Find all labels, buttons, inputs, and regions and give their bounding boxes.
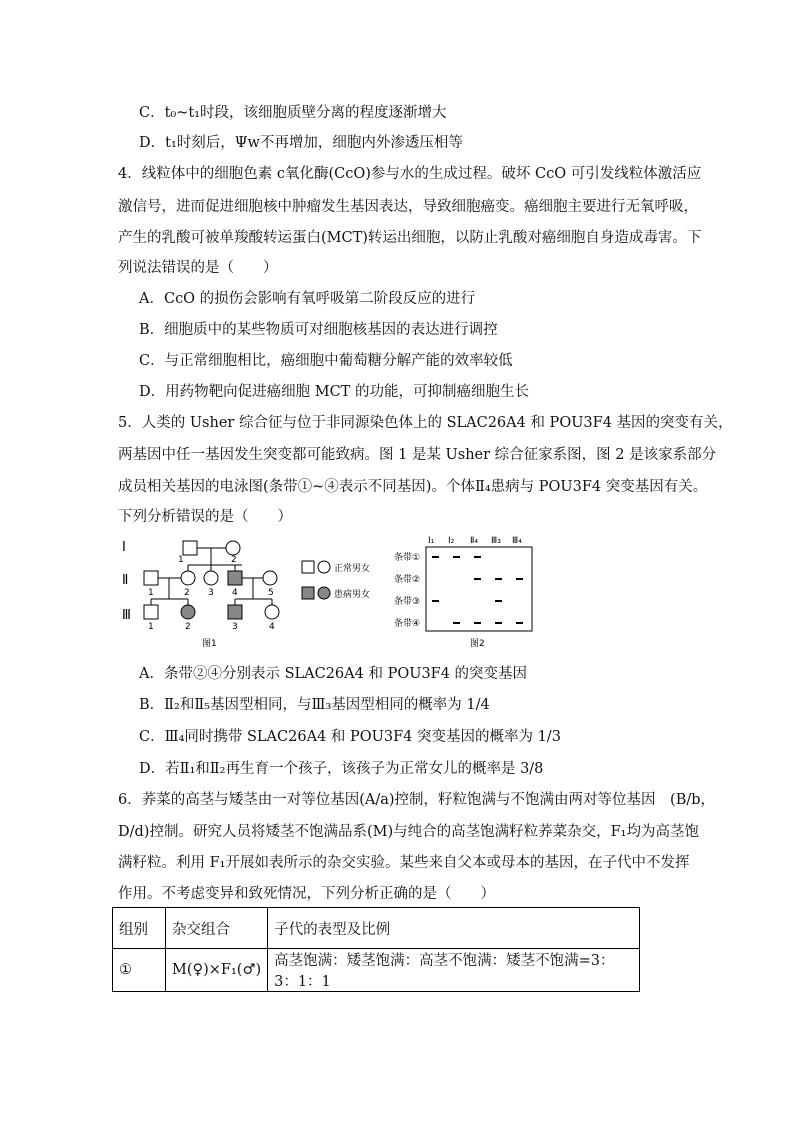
svg-text:1: 1: [148, 622, 154, 632]
svg-text:Ⅲ₃: Ⅲ₃: [491, 536, 501, 546]
svg-text:条带④: 条带④: [394, 619, 421, 629]
pedigree-i1-male: [183, 541, 197, 555]
q5-figure: [118, 533, 538, 658]
q5-stem-line-1: 5．人类的 Usher 综合征与位于非同源染色体上的 SLAC26A4 和 POU3F4 基因的突变有关，: [118, 415, 733, 431]
legend-affected-male: [302, 587, 314, 599]
q6-stem-line-1: 6．荞菜的高茎与矮茎由一对等位基因(A/a)控制，籽粒饱满与不饱满由两对等位基因 (B/b，: [118, 792, 716, 808]
pedigree-iii2-female-affected: [181, 605, 195, 619]
q5-stem-line-2: 两基因中任一基因发生突变都可能致病。图 1 是某 Usher 综合征家系图，图 2 是该家系部分: [118, 447, 717, 463]
svg-text:Ⅱ₄: Ⅱ₄: [470, 536, 479, 546]
svg-text:3: 3: [208, 588, 214, 598]
q4-option-d: D．用药物靶向促进癌细胞 MCT 的功能，可抑制癌细胞生长: [139, 384, 529, 400]
q4-stem-line-4: 列说法错误的是（ ）: [118, 260, 278, 276]
svg-text:2: 2: [184, 588, 190, 598]
q6-stem-line-2: D/d)控制。研究人员将矮茎不饱满品系(M)与纯合的高茎饱满籽粒荞菜杂交，F₁均为高茎饱: [118, 824, 699, 840]
svg-text:Ⅰ₂: Ⅰ₂: [448, 536, 455, 546]
svg-text:3: 3: [232, 622, 238, 632]
pedigree-iii3-male-affected: [228, 605, 242, 619]
svg-text:Ⅰ₁: Ⅰ₁: [428, 536, 435, 546]
fig2-label: 图2: [470, 639, 485, 649]
legend-normal-female: [318, 561, 330, 573]
pedigree-iii1-male: [144, 605, 158, 619]
svg-text:2: 2: [231, 555, 237, 565]
table-header-cell: 杂交组合: [166, 908, 268, 949]
q6-cross-table: [112, 907, 640, 992]
gel-frame: [426, 547, 532, 631]
svg-text:条带②: 条带②: [394, 575, 421, 585]
q5-stem-line-3: 成员相关基因的电泳图(条带①~④表示不同基因)。个体Ⅱ₄患病与 POU3F4 突变基因有关。: [118, 479, 708, 495]
table-header-row: [113, 908, 640, 949]
pedigree-i2-female: [226, 541, 240, 555]
gen-label-3: Ⅲ: [122, 608, 131, 623]
q6-stem-line-4: 作用。不考虑变异和致死情况，下列分析正确的是（ ）: [118, 886, 495, 902]
legend-affected-label: 患病男女: [334, 590, 371, 600]
table-cell: ①: [113, 949, 166, 992]
q3-option-c: C．t₀~t₁时段，该细胞质壁分离的程度逐渐增大: [139, 105, 447, 121]
q5-option-c: C．Ⅲ₄同时携带 SLAC26A4 和 POU3F4 突变基因的概率为 1/3: [139, 729, 561, 745]
svg-text:4: 4: [232, 588, 238, 598]
q4-option-c: C．与正常细胞相比，癌细胞中葡萄糖分解产能的效率较低: [139, 353, 513, 369]
pedigree-ii2-female: [181, 571, 195, 585]
pedigree-ii3-female: [204, 571, 218, 585]
q6-stem-line-3: 满籽粒。利用 F₁开展如表所示的杂交实验。某些来自父本或母本的基因，在子代中不发挥: [118, 855, 690, 871]
table-cell: 高茎饱满：矮茎饱满：高茎不饱满：矮茎不饱满=3：3：1：1: [268, 949, 640, 992]
svg-text:4: 4: [269, 622, 275, 632]
legend-normal-male: [302, 561, 314, 573]
table-header-cell: 子代的表型及比例: [268, 908, 640, 949]
legend-affected-female: [318, 587, 330, 599]
svg-text:1: 1: [178, 555, 184, 565]
svg-text:2: 2: [185, 622, 191, 632]
q4-stem-line-1: 4．线粒体中的细胞色素 c氧化酶(CcO)参与水的生成过程。破坏 CcO 可引发线粒体激活应: [118, 166, 702, 182]
svg-text:条带③: 条带③: [394, 597, 421, 607]
fig1-label: 图1: [202, 639, 217, 649]
q5-option-a: A．条带②④分别表示 SLAC26A4 和 POU3F4 的突变基因: [139, 666, 528, 682]
q4-option-b: B．细胞质中的某些物质可对细胞核基因的表达进行调控: [139, 322, 498, 338]
gen-label-1: Ⅰ: [122, 540, 126, 555]
table-header-cell: 组别: [113, 908, 166, 949]
pedigree-ii1-male: [144, 571, 158, 585]
svg-text:Ⅲ₄: Ⅲ₄: [512, 536, 522, 546]
q4-stem-line-2: 激信号，进而促进细胞核中肿瘤发生基因表达，导致细胞癌变。癌细胞主要进行无氧呼吸，: [118, 199, 698, 215]
q5-option-d: D．若Ⅱ₁和Ⅱ₂再生育一个孩子，该孩子为正常女儿的概率是 3/8: [139, 761, 544, 777]
gen-label-2: Ⅱ: [122, 573, 129, 588]
q4-option-a: A．CcO 的损伤会影响有氧呼吸第二阶段反应的进行: [139, 291, 476, 307]
pedigree-iii4-female: [265, 605, 279, 619]
q5-option-b: B．Ⅱ₂和Ⅱ₅基因型相同，与Ⅲ₃基因型相同的概率为 1/4: [139, 697, 490, 713]
q5-stem-line-4: 下列分析错误的是（ ）: [118, 509, 292, 525]
svg-text:5: 5: [268, 588, 274, 598]
pedigree-ii5-female: [263, 571, 277, 585]
table-cell: M(♀)×F₁(♂): [166, 949, 268, 992]
q3-option-d: D．t₁时刻后，Ψw不再增加，细胞内外渗透压相等: [139, 135, 463, 151]
table-row: [113, 949, 640, 992]
svg-text:条带①: 条带①: [394, 553, 421, 563]
svg-text:1: 1: [148, 588, 154, 598]
q4-stem-line-3: 产生的乳酸可被单羧酸转运蛋白(MCT)转运出细胞，以防止乳酸对癌细胞自身造成毒害。下: [118, 230, 702, 246]
pedigree-ii4-male-affected: [228, 571, 242, 585]
legend-normal-label: 正常男女: [334, 564, 371, 574]
